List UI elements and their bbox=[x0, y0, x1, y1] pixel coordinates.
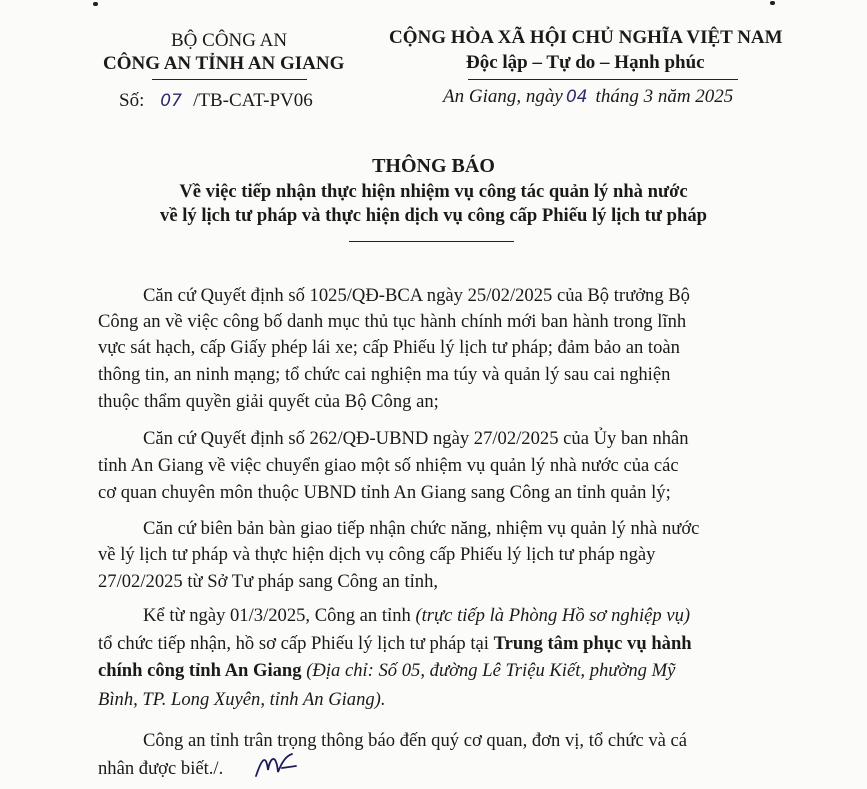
p4-bold: chính công tỉnh An Giang bbox=[98, 660, 302, 681]
paragraph-2-line: tỉnh An Giang về việc chuyển giao một số nhiệm vụ quản lý nhà nước của các bbox=[98, 455, 679, 476]
paragraph-4-line bbox=[98, 633, 692, 655]
paragraph-1-line: thuộc thẩm quyền giải quyết của Bộ Công an; bbox=[98, 391, 439, 412]
handwritten-initials-icon bbox=[252, 748, 302, 784]
paragraph-4-line bbox=[98, 660, 675, 682]
paragraph-1-line: vực sát hạch, cấp Giấy phép lái xe; cấp Phiếu lý lịch tư pháp; đảm bảo an toàn bbox=[98, 337, 680, 358]
paragraph-1-line: thông tin, an ninh mạng; tổ chức cai nghiện ma túy và quản lý sau cai nghiện bbox=[98, 364, 671, 385]
ministry-name: BỘ CÔNG AN bbox=[171, 30, 288, 51]
national-motto: Độc lập – Tự do – Hạnh phúc bbox=[466, 52, 705, 73]
paragraph-2-line: cơ quan chuyên môn thuộc UBND tỉnh An Giang sang Công an tỉnh quản lý; bbox=[98, 482, 671, 503]
scan-mark bbox=[93, 2, 98, 6]
date-prefix: An Giang, ngày bbox=[443, 86, 563, 107]
agency-name: CÔNG AN TỈNH AN GIANG bbox=[103, 53, 345, 74]
p4-italic: (trực tiếp là Phòng Hồ sơ nghiệp vụ) bbox=[415, 605, 691, 626]
paragraph-3-line: 27/02/2025 từ Sở Tư pháp sang Công an tỉnh, bbox=[98, 571, 439, 592]
country-name: CỘNG HÒA XÃ HỘI CHỦ NGHĨA VIỆT NAM bbox=[389, 27, 783, 48]
document-number bbox=[119, 90, 313, 112]
paragraph-4-line bbox=[143, 605, 690, 627]
doc-number-suffix: /TB-CAT-PV06 bbox=[193, 90, 313, 111]
document-subtitle-line2: về lý lịch tư pháp và thực hiện dịch vụ công cấp Phiếu lý lịch tư pháp bbox=[160, 205, 707, 226]
paragraph-2-line: Căn cứ Quyết định số 262/QĐ-UBND ngày 27/02/2025 của Ủy ban nhân bbox=[143, 428, 689, 449]
paragraph-5-line: nhân được biết./. bbox=[98, 758, 224, 779]
paragraph-1-line: Căn cứ Quyết định số 1025/QĐ-BCA ngày 25/02/2025 của Bộ trưởng Bộ bbox=[143, 285, 690, 306]
date-suffix: tháng 3 năm 2025 bbox=[595, 86, 734, 107]
p4-bold: Trung tâm phục vụ hành bbox=[493, 633, 692, 654]
p4-text: Kể từ ngày 01/3/2025, Công an tỉnh bbox=[143, 605, 416, 626]
document-title: THÔNG BÁO bbox=[372, 155, 495, 177]
scan-mark bbox=[770, 1, 775, 5]
title-underline bbox=[349, 241, 514, 242]
date-day-handwritten: 04 bbox=[565, 87, 588, 107]
paragraph-4-line: Bình, TP. Long Xuyên, tỉnh An Giang). bbox=[98, 689, 386, 710]
motto-underline bbox=[468, 79, 738, 80]
issue-date bbox=[443, 86, 733, 108]
doc-number-prefix: Số: bbox=[119, 90, 145, 111]
agency-underline bbox=[152, 79, 307, 80]
p4-text: tổ chức tiếp nhận, hồ sơ cấp Phiếu lý lịch tư pháp tại bbox=[98, 633, 494, 654]
paragraph-3-line: về lý lịch tư pháp và thực hiện dịch vụ công cấp Phiếu lý lịch tư pháp ngày bbox=[98, 544, 656, 565]
doc-number-handwritten: 07 bbox=[160, 91, 182, 111]
document-subtitle-line1: Về việc tiếp nhận thực hiện nhiệm vụ công tác quản lý nhà nước bbox=[179, 181, 688, 202]
p4-italic: (Địa chỉ: Số 05, đường Lê Triệu Kiết, phường Mỹ bbox=[301, 660, 676, 681]
paragraph-5-line: Công an tỉnh trân trọng thông báo đến quý cơ quan, đơn vị, tổ chức và cá bbox=[143, 730, 688, 751]
paragraph-1-line: Công an về việc công bố danh mục thủ tục hành chính mới ban hành trong lĩnh bbox=[98, 311, 687, 332]
paragraph-3-line: Căn cứ biên bản bàn giao tiếp nhận chức năng, nhiệm vụ quản lý nhà nước bbox=[143, 518, 700, 539]
